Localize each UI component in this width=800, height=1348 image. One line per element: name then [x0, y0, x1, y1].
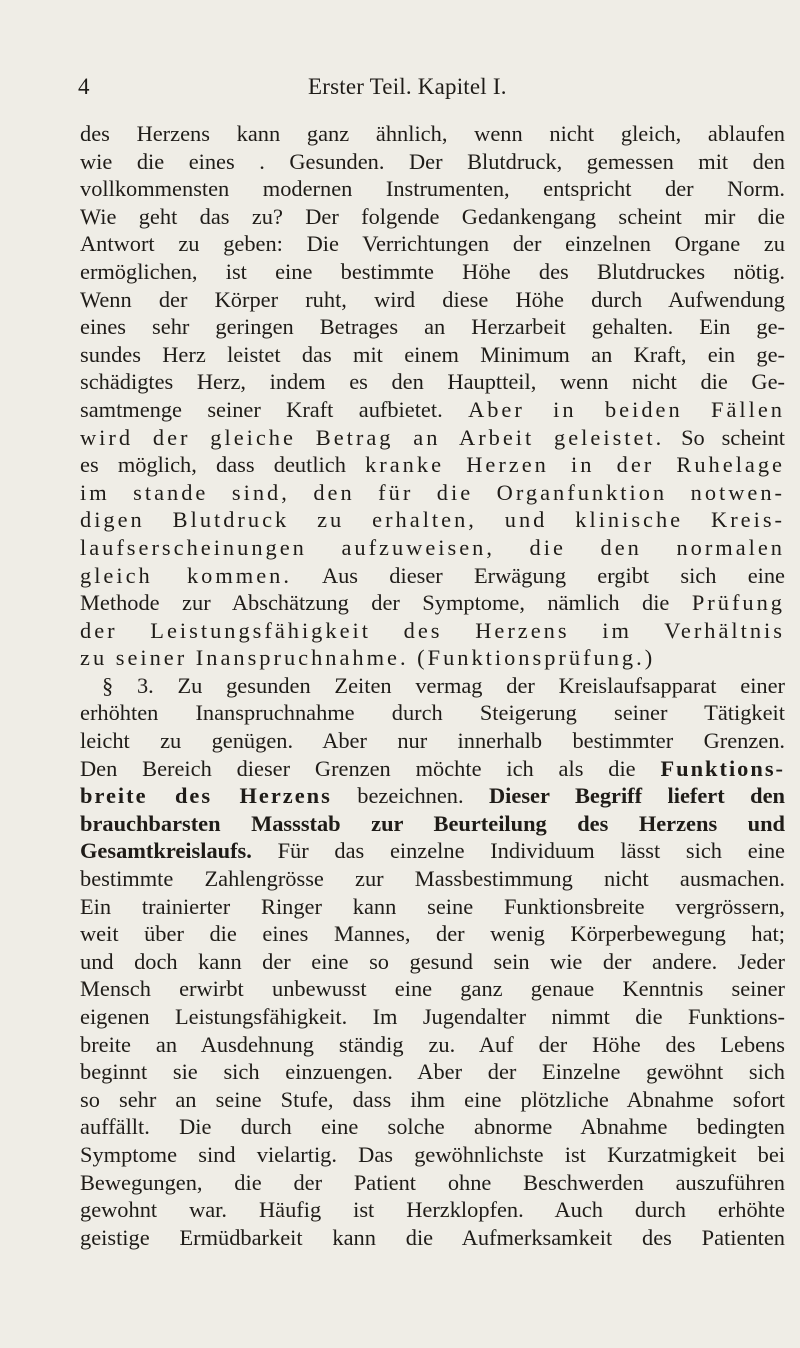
- text-line: [80, 148, 785, 176]
- text-segment: schädigtes Herz, indem es den Hauptteil, wenn nicht die Ge-: [80, 369, 785, 395]
- text-line: [80, 865, 785, 893]
- text-segment: Den Bereich dieser Grenzen möchte ich als die: [80, 755, 661, 781]
- text-line: [80, 1196, 785, 1224]
- text-line: [80, 810, 785, 838]
- text-segment: der Leistungsfähigkeit des Herzens im Verhältnis: [80, 617, 785, 643]
- text-segment: brauchbarsten Massstab zur Beurteilung des Herzens und: [80, 810, 785, 836]
- text-segment: Methode zur Abschätzung der Symptome, nämlich die: [80, 590, 692, 616]
- text-segment: zu seiner Inanspruchnahme.: [80, 645, 409, 671]
- text-segment: geistige Ermüdbarkeit kann die Aufmerksamkeit des Patienten: [80, 1224, 785, 1250]
- text-segment: Gesamtkreislaufs.: [80, 838, 252, 864]
- text-line: [80, 313, 785, 341]
- text-line: [80, 258, 785, 286]
- text-line: [80, 120, 785, 148]
- text-line: [80, 699, 785, 727]
- text-segment: weit über die eines Mannes, der wenig Körperbewegung hat;: [80, 921, 785, 947]
- text-segment: Aus dieser Erwägung ergibt sich eine: [291, 562, 785, 588]
- text-segment: gleich kommen.: [80, 562, 292, 588]
- page-number: 4: [78, 74, 90, 99]
- text-segment: ermöglichen, ist eine bestimmte Höhe des Blutdruckes nötig.: [80, 258, 785, 284]
- text-segment: beginnt sie sich einzuengen. Aber der Einzelne gewöhnt sich: [80, 1059, 785, 1085]
- text-line: [80, 175, 785, 203]
- text-line: [80, 893, 785, 921]
- text-segment: des Herzens kann ganz ähnlich, wenn nicht gleich, ablaufen: [80, 121, 785, 146]
- running-head: Erster Teil. Kapitel I.: [308, 74, 507, 99]
- text-line: [80, 782, 785, 810]
- text-line: [80, 506, 785, 534]
- text-segment: breite an Ausdehnung ständig zu. Auf der Höhe des Lebens: [80, 1031, 785, 1057]
- text-segment: Aber in beiden Fällen: [468, 396, 785, 422]
- text-line: [80, 1141, 785, 1169]
- text-line: [80, 1113, 785, 1141]
- text-line: [80, 230, 785, 258]
- text-segment: kranke Herzen in der Ruhelage: [365, 452, 785, 478]
- text-segment: Antwort zu geben: Die Verrichtungen der einzelnen Organe zu: [80, 231, 785, 257]
- text-segment: eigenen Leistungsfähigkeit. Im Jugendalter nimmt die Funktions-: [80, 1004, 785, 1029]
- text-segment: wird der gleiche Betrag an Arbeit geleistet.: [80, 424, 665, 450]
- text-line: [80, 1003, 785, 1031]
- text-line: [80, 1169, 785, 1197]
- text-segment: wie die eines . Gesunden. Der Blutdruck, gemessen mit den: [80, 148, 785, 174]
- text-segment: sundes Herz leistet das mit einem Minimum an Kraft, ein ge-: [80, 341, 785, 367]
- text-line: [80, 617, 785, 645]
- text-segment: erhöhten Inanspruchnahme durch Steigerung seiner Tätigkeit: [80, 700, 785, 726]
- text-segment: Für das einzelne Individuum lässt sich eine: [251, 838, 785, 864]
- text-segment: und doch kann der eine so gesund sein wie der andere. Jeder: [80, 948, 785, 974]
- text-line: [80, 396, 785, 424]
- text-line: [80, 837, 785, 865]
- text-segment: leicht zu genügen. Aber nur innerhalb bestimmter Grenzen.: [80, 728, 785, 754]
- text-line: [80, 948, 785, 976]
- text-line: [80, 203, 785, 231]
- text-segment: Bewegungen, die der Patient ohne Beschwerden auszuführen: [80, 1169, 785, 1195]
- text-segment: auffällt. Die durch eine solche abnorme Abnahme bedingten: [80, 1114, 785, 1140]
- text-segment: es möglich, dass deutlich: [80, 452, 366, 478]
- text-segment: digen Blutdruck zu erhalten, und klinische Kreis-: [80, 507, 785, 533]
- text-segment: § 3. Zu gesunden Zeiten vermag der Kreislaufsapparat einer: [102, 672, 785, 698]
- text-segment: breite des Herzens: [80, 783, 332, 809]
- text-segment: Funktions-: [660, 755, 785, 781]
- text-segment: Wenn der Körper ruht, wird diese Höhe durch Aufwendung: [80, 286, 785, 312]
- text-segment: bezeichnen.: [331, 783, 489, 809]
- text-segment: im stande sind, den für die Organfunktion notwen-: [80, 479, 785, 505]
- text-line: [80, 368, 785, 396]
- text-segment: Prüfung: [691, 590, 785, 616]
- text-segment: Ein trainierter Ringer kann seine Funktionsbreite vergrössern,: [80, 893, 785, 919]
- text-line: [80, 589, 785, 617]
- text-segment: bestimmte Zahlengrösse zur Massbestimmung nicht ausmachen.: [80, 866, 785, 892]
- text-line: [80, 1086, 785, 1114]
- text-segment: vollkommensten modernen Instrumenten, entspricht der Norm.: [80, 176, 785, 202]
- text-line: [80, 672, 785, 700]
- text-line: [80, 341, 785, 369]
- text-segment: Symptome sind vielartig. Das gewöhnlichste ist Kurzatmigkeit bei: [80, 1141, 785, 1167]
- text-line: [80, 975, 785, 1003]
- text-segment: eines sehr geringen Betrages an Herzarbeit gehalten. Ein ge-: [80, 314, 785, 340]
- page-header: [78, 74, 778, 108]
- text-segment: so sehr an seine Stufe, dass ihm eine plötzliche Abnahme sofort: [80, 1086, 785, 1112]
- text-segment: samtmenge seiner Kraft aufbietet.: [80, 396, 469, 422]
- text-line: [80, 534, 785, 562]
- text-line: [80, 1224, 785, 1252]
- body-text: [80, 120, 785, 1251]
- text-line: [80, 644, 785, 672]
- text-line: [80, 424, 785, 452]
- text-line: [80, 727, 785, 755]
- text-line: [80, 562, 785, 590]
- text-segment: (Funktionsprüfung.): [408, 645, 656, 671]
- text-line: [80, 1058, 785, 1086]
- text-segment: Wie geht das zu? Der folgende Gedankengang scheint mir die: [80, 203, 785, 229]
- text-segment: Dieser Begriff liefert den: [489, 783, 785, 809]
- text-segment: Mensch erwirbt unbewusst eine ganz genaue Kenntnis seiner: [80, 976, 785, 1002]
- text-line: [80, 920, 785, 948]
- text-segment: So scheint: [664, 424, 785, 450]
- text-line: [80, 479, 785, 507]
- text-segment: laufserscheinungen aufzuweisen, die den normalen: [80, 534, 785, 560]
- text-line: [80, 451, 785, 479]
- text-line: [80, 286, 785, 314]
- text-segment: gewohnt war. Häufig ist Herzklopfen. Auch durch erhöhte: [80, 1197, 785, 1223]
- text-line: [80, 1031, 785, 1059]
- text-line: [80, 755, 785, 783]
